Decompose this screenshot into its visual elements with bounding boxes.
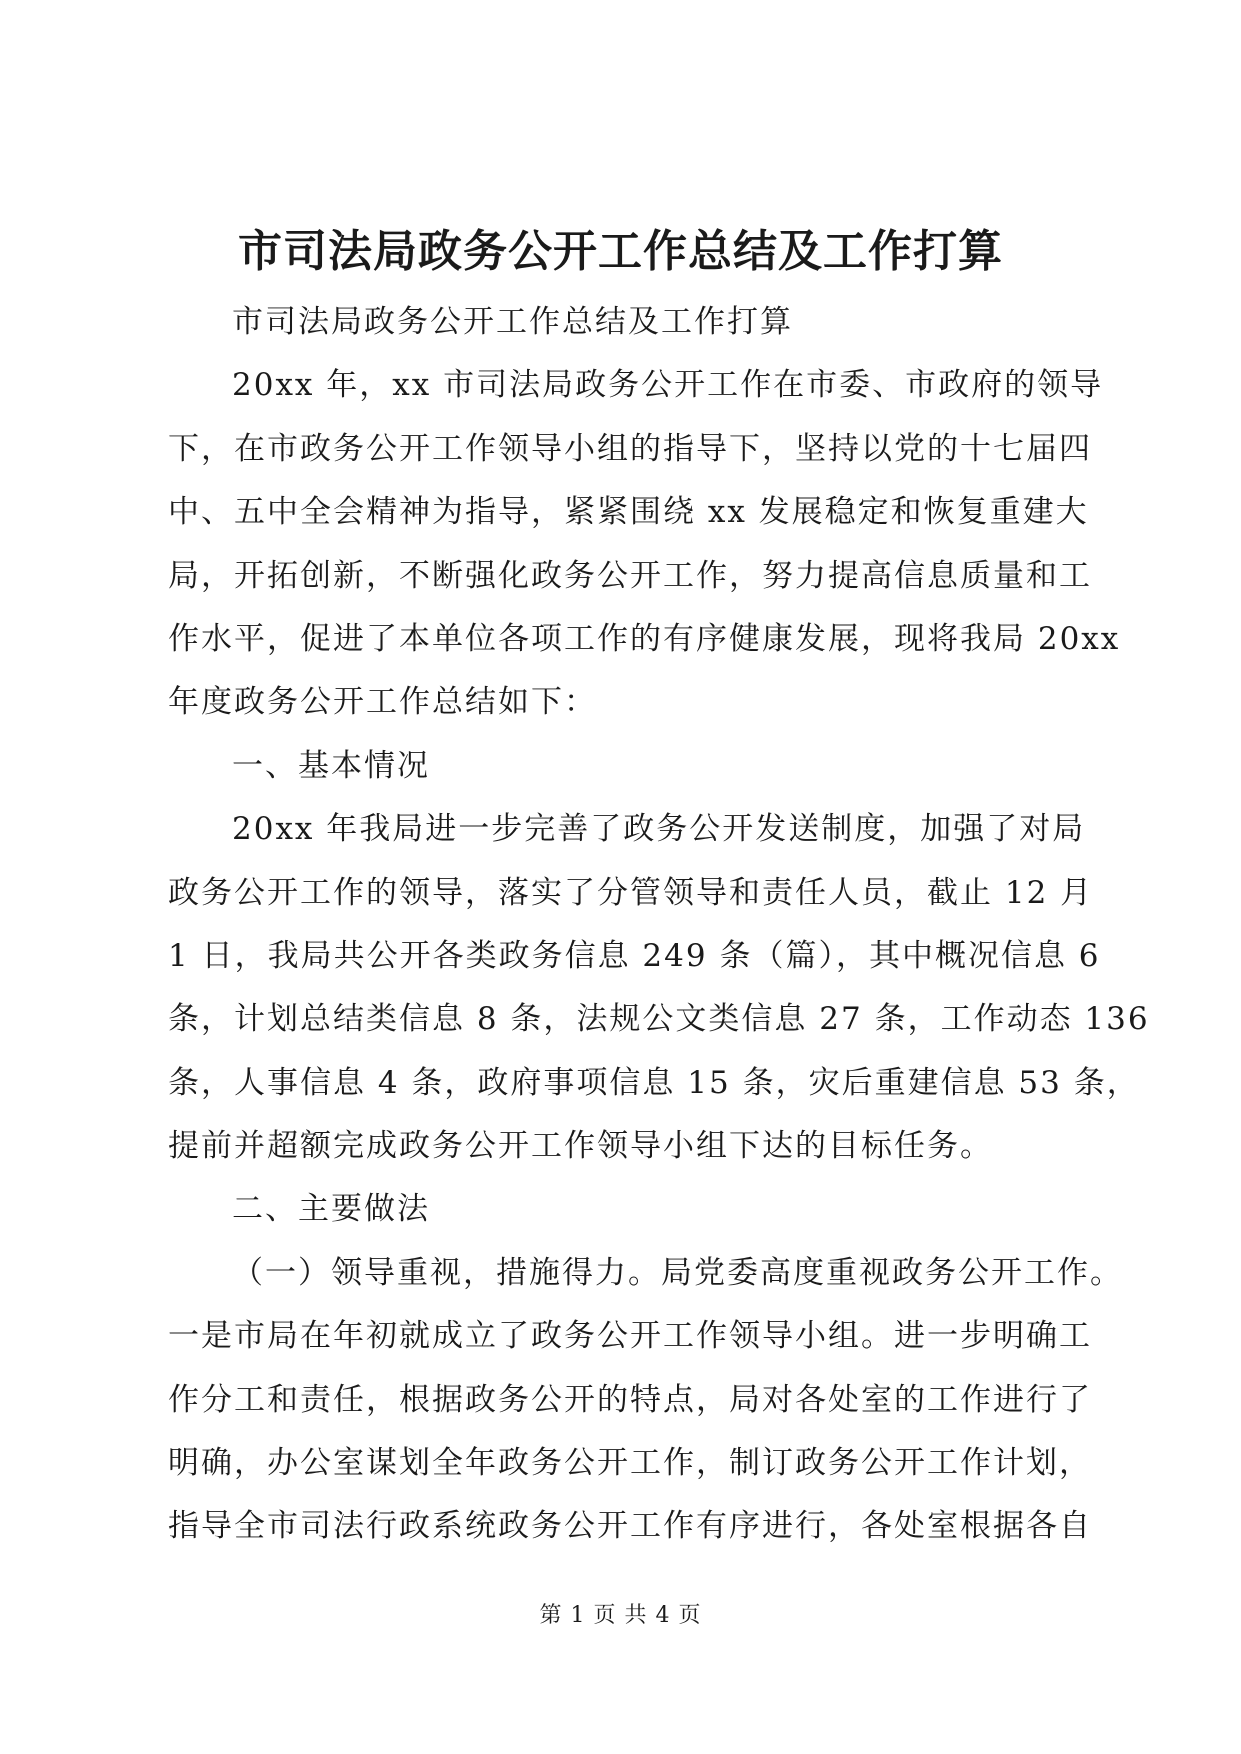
body-line-subtitle: 市司法局政务公开工作总结及工作打算 (232, 304, 793, 340)
section-heading-basic: 一、基本情况 (232, 747, 430, 784)
body-line: 一是市局在年初就成立了政务公开工作领导小组。进一步明确工 (168, 1318, 1092, 1355)
body-line: 条，计划总结类信息 8 条，法规公文类信息 27 条，工作动态 136 (168, 1001, 1150, 1038)
body-line: 作水平，促进了本单位各项工作的有序健康发展，现将我局 20xx (168, 620, 1121, 657)
section-heading-methods: 二、主要做法 (232, 1191, 430, 1228)
document-body (168, 291, 1150, 1559)
body-line: 政务公开工作的领导，落实了分管领导和责任人员，截止 12 月 (168, 874, 1094, 911)
body-line: 提前并超额完成政务公开工作领导小组下达的目标任务。 (168, 1128, 993, 1165)
body-line: 下，在市政务公开工作领导小组的指导下，坚持以党的十七届四 (168, 430, 1092, 467)
body-line: 明确，办公室谋划全年政务公开工作，制订政务公开工作计划， (168, 1445, 1092, 1482)
page-number: 第 1 页 共 4 页 (539, 1603, 702, 1628)
body-line: （一）领导重视，措施得力。局党委高度重视政务公开工作。 (232, 1254, 1123, 1291)
body-line: 年度政务公开工作总结如下： (168, 684, 597, 721)
body-line: 中、五中全会精神为指导，紧紧围绕 xx 发展稳定和恢复重建大 (168, 494, 1089, 531)
body-line: 20xx 年我局进一步完善了政务公开发送制度，加强了对局 (232, 811, 1086, 848)
body-line: 局，开拓创新，不断强化政务公开工作，努力提高信息质量和工 (168, 557, 1092, 594)
body-line: 指导全市司法行政系统政务公开工作有序进行，各处室根据各自 (168, 1508, 1092, 1545)
body-line: 作分工和责任，根据政务公开的特点，局对各处室的工作进行了 (168, 1381, 1092, 1418)
body-line: 1 日，我局共公开各类政务信息 249 条（篇），其中概况信息 6 (168, 937, 1101, 974)
document-title: 市司法局政务公开工作总结及工作打算 (238, 226, 1003, 277)
body-line: 条，人事信息 4 条，政府事项信息 15 条，灾后重建信息 53 条， (168, 1064, 1140, 1101)
body-line: 20xx 年，xx 市司法局政务公开工作在市委、市政府的领导 (232, 367, 1104, 404)
